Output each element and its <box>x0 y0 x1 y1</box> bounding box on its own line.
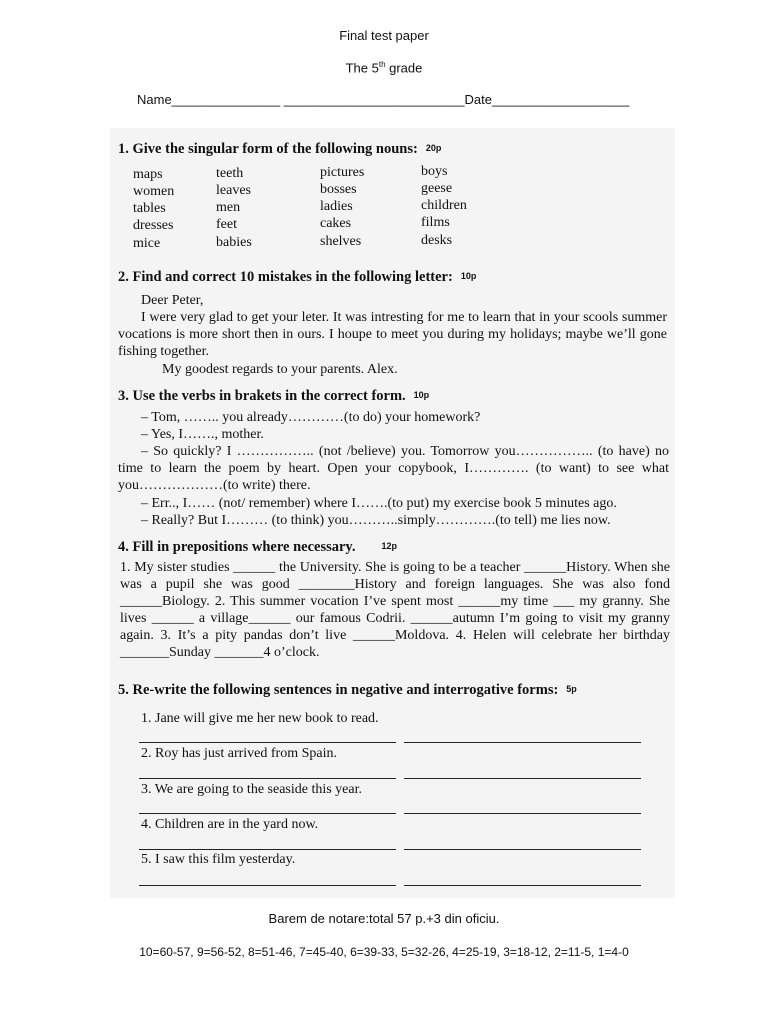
noun: mice <box>133 236 161 251</box>
section2-points: 10p <box>460 271 477 281</box>
section1-points: 20p <box>425 143 442 153</box>
answer-line-negative[interactable] <box>139 813 396 814</box>
letter-body: I were very glad to get your leter. It was intresting for me to learn that in your scools summer vocations is more short then in ours. I houpe to meet you during my holidays; maybe we’ll gone fishing together. <box>118 310 667 359</box>
sentence: 2. Roy has just arrived from Spain. <box>141 746 337 761</box>
noun: ladies <box>320 199 353 214</box>
noun: women <box>133 184 175 199</box>
section1-heading <box>118 141 441 158</box>
prepositions-text: 1. My sister studies ______ the University. She is going to be a teacher ______History. When she was a pupil she was good ________History and foreign languages. She was also fond ______Biology. 2. This summer vocation I’ve spent most ______my time ___ my granny. She lives ______ a village______ our famous Codrii. ______autumn I’m going to visit my granny again. 3. It’s a pity pandas don’t live ______Moldova. 4. Helen will celebrate her birthday _______Sunday _______4 o’clock. <box>120 560 670 660</box>
noun: dresses <box>133 218 174 233</box>
noun: geese <box>421 181 453 196</box>
answer-line-negative[interactable] <box>139 778 396 779</box>
grade-superscript: th <box>378 60 386 69</box>
answer-line-negative[interactable] <box>139 885 396 886</box>
noun: children <box>421 198 467 213</box>
noun: cakes <box>320 216 352 231</box>
dialogue-line: – Yes, I……., mother. <box>141 427 264 442</box>
noun: films <box>421 215 450 230</box>
sentence: 1. Jane will give me her new book to read. <box>141 711 379 726</box>
paper-title: Final test paper <box>339 28 429 43</box>
dialogue-line: – Err.., I…… (not/ remember) where I…….(to put) my exercise book 5 minutes ago. <box>141 496 617 511</box>
noun: pictures <box>320 165 365 180</box>
grade-line <box>0 60 768 75</box>
answer-line-interrogative[interactable] <box>404 778 641 779</box>
noun: bosses <box>320 182 357 197</box>
letter-salutation: Deer Peter, <box>141 293 204 308</box>
sentence: 5. I saw this film yesterday. <box>141 852 296 867</box>
answer-line-interrogative[interactable] <box>404 813 641 814</box>
noun: men <box>216 200 241 215</box>
section4-heading-text: 4. Fill in prepositions where necessary. <box>118 539 356 555</box>
letter-closing: My goodest regards to your parents. Alex. <box>162 362 398 377</box>
section3-heading <box>118 388 429 405</box>
noun: tables <box>133 201 166 216</box>
name-date-line: Name_______________ _________________________Date___________________ <box>137 92 630 107</box>
answer-line-negative[interactable] <box>139 849 396 850</box>
section5-points: 5p <box>566 684 577 694</box>
section2-heading <box>118 269 476 286</box>
section5-heading <box>118 682 577 699</box>
noun: desks <box>421 233 453 248</box>
noun: maps <box>133 167 163 182</box>
section5-heading-text: 5. Re-write the following sentences in negative and interrogative forms: <box>118 682 559 698</box>
noun: leaves <box>216 183 251 198</box>
noun: shelves <box>320 234 362 249</box>
sentence: 3. We are going to the seaside this year. <box>141 782 362 797</box>
answer-line-negative[interactable] <box>139 742 396 743</box>
grade-suffix: grade <box>385 60 423 76</box>
dialogue-line: – Tom, …….. you already…………(to do) your homework? <box>141 410 481 425</box>
answer-line-interrogative[interactable] <box>404 885 641 886</box>
grading-scale: 10=60-57, 9=56-52, 8=51-46, 7=45-40, 6=39-33, 5=32-26, 4=25-19, 3=18-12, 2=11-5, 1=4-0 <box>139 945 629 959</box>
noun: babies <box>216 235 252 250</box>
answer-line-interrogative[interactable] <box>404 849 641 850</box>
grade-prefix: The 5 <box>345 60 379 76</box>
section1-heading-text: 1. Give the singular form of the following nouns: <box>118 141 418 157</box>
answer-line-interrogative[interactable] <box>404 742 641 743</box>
noun: boys <box>421 164 448 179</box>
section4-points: 12p <box>381 541 398 551</box>
dialogue-line: – Really? But I……… (to think) you………..simply………….(to tell) me lies now. <box>141 513 611 528</box>
section4-heading <box>118 539 397 556</box>
noun: teeth <box>216 166 244 181</box>
noun: feet <box>216 217 237 232</box>
section3-heading-text: 3. Use the verbs in brakets in the correct form. <box>118 388 406 404</box>
section3-points: 10p <box>413 390 430 400</box>
section2-heading-text: 2. Find and correct 10 mistakes in the following letter: <box>118 269 453 285</box>
dialogue-line: – So quickly? I …………….. (not /believe) you. Tomorrow you…………….. (to have) no time to learn the poem by heart. Open your copybook, I…………. (to want) to see what you………………(to write) there. <box>118 444 669 493</box>
grading-total: Barem de notare:total 57 p.+3 din oficiu. <box>268 911 500 926</box>
sentence: 4. Children are in the yard now. <box>141 817 319 832</box>
